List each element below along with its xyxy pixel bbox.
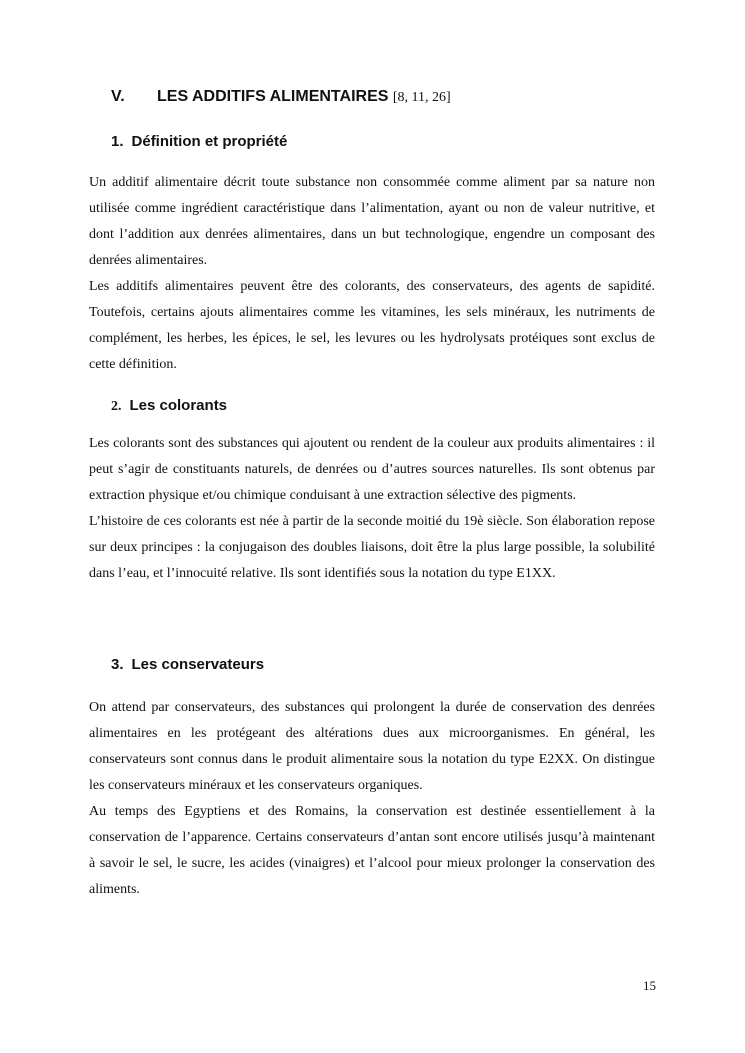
paragraph: On attend par conservateurs, des substances qui prolongent la durée de conservation des denrées alimentaires en les protégeant des altérations dues aux microorganismes. En général, les conservateurs sont connus dans le produit alimentaire sous la notation du type E2XX. On distingue les conservateurs minéraux et les conservateurs organiques. <box>89 700 655 793</box>
section-number: 2. <box>111 399 122 414</box>
chapter-references: [8, 11, 26] <box>392 90 451 105</box>
chapter-heading <box>111 88 451 106</box>
section-body-conservateurs <box>89 695 655 903</box>
paragraph: Un additif alimentaire décrit toute substance non consommée comme aliment par sa nature non utilisée comme ingrédient caractéristique dans l’alimentation, ayant ou non de valeur nutritive, et dont l’addition aux denrées alimentaires, dans un but technologique, engendre un composant des denrées alimentaires. <box>89 175 655 268</box>
section-number: 3. <box>111 656 124 673</box>
paragraph: L’histoire de ces colorants est née à partir de la seconde moitié du 19è siècle. Son élaboration repose sur deux principes : la conjugaison des doubles liaisons, doit être la plus large possible, la solubilité dans l’eau, et l’innocuité relative. Ils sont identifiés sous la notation du type E1XX. <box>89 514 655 581</box>
section-title: Les colorants <box>129 397 228 414</box>
page-number: 15 <box>643 978 656 993</box>
paragraph: Les colorants sont des substances qui ajoutent ou rendent de la couleur aux produits alimentaires : il peut s’agir de constituants naturels, de denrées ou d’autres sources naturelles. Ils sont obtenus par extraction physique et/ou chimique conduisant à une extraction sélective des pigments. <box>89 436 655 503</box>
section-title: Les conservateurs <box>131 656 265 673</box>
section-heading-definition <box>111 133 287 150</box>
section-heading-colorants <box>111 397 227 415</box>
chapter-number: V. <box>111 88 125 105</box>
chapter-title: LES ADDITIFS ALIMENTAIRES <box>157 88 389 105</box>
paragraph: Les additifs alimentaires peuvent être des colorants, des conservateurs, des agents de sapidité. Toutefois, certains ajouts alimentaires comme les vitamines, les sels minéraux, les nutriments de complément, les herbes, les épices, le sel, les levures ou les hydrolysats protéiques sont exclus de cette définition. <box>89 279 655 372</box>
section-heading-conservateurs <box>111 656 264 673</box>
section-body-definition <box>89 170 655 378</box>
paragraph: Au temps des Egyptiens et des Romains, la conservation est destinée essentiellement à la conservation de l’apparence. Certains conservateurs d’antan sont encore utilisés jusqu’à maintenant à savoir le sel, le sucre, les acides (vinaigres) et l’alcool pour mieux prolonger la conservation des aliments. <box>89 804 655 897</box>
section-title: Définition et propriété <box>131 133 288 150</box>
section-number: 1. <box>111 133 124 150</box>
section-body-colorants <box>89 431 655 587</box>
